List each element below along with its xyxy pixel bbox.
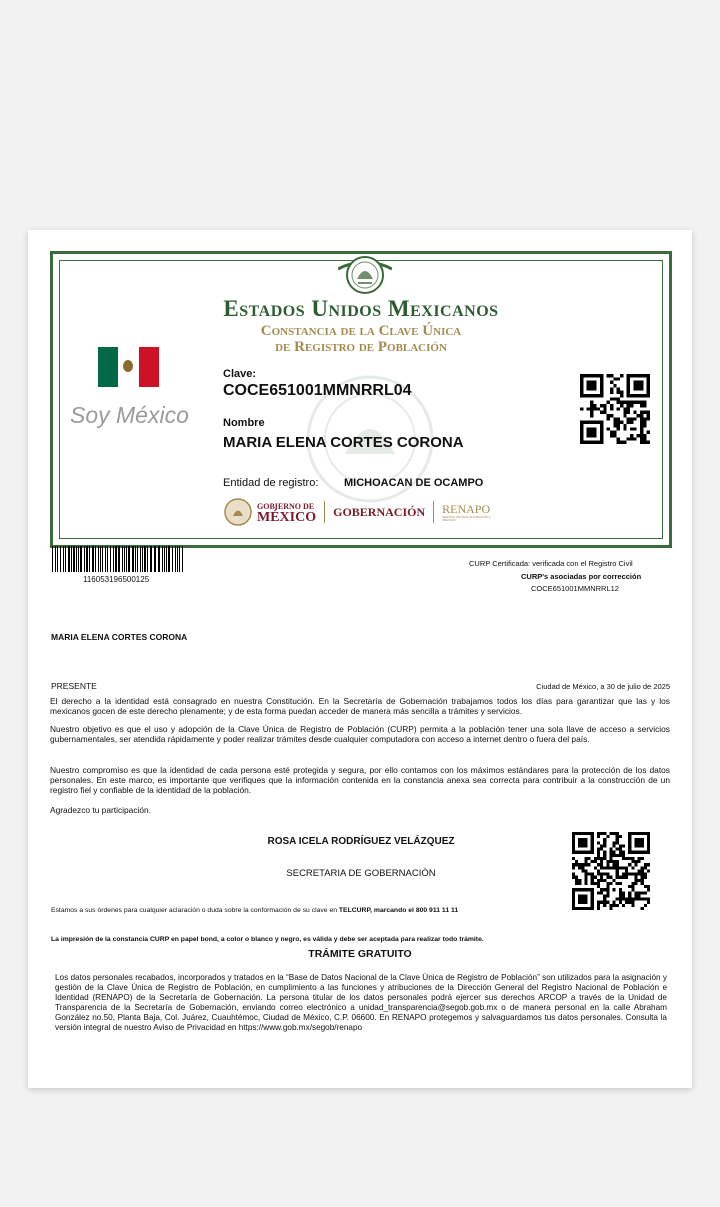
contact-prefix: Estamos a sus órdenes para cualquier aclaración o duda sobre la conformación de su clave en — [51, 907, 339, 914]
nombre-value: MARIA ELENA CORTES CORONA — [223, 434, 464, 451]
signer-title: SECRETARIA DE GOBERNACIÓN — [286, 868, 436, 879]
renapo-logo — [442, 503, 502, 522]
presente-text: PRESENTE — [51, 681, 97, 691]
government-logos — [223, 497, 502, 527]
country-title: Estados Unidos Mexicanos — [223, 296, 499, 321]
gobierno-de-text: GOBIERNO DE — [257, 502, 315, 511]
national-emblem-icon — [338, 251, 392, 297]
mexico-text: MÉXICO — [257, 510, 317, 525]
letter-paragraph-3: Nuestro compromiso es que la identidad de cada persona esté protegida y segura, por ello contamos con los máximos estándares para la protección de los datos personales. En este marco, es importante que verifiques que la información contenida en la constancia anexa sea correcta para contribuir a la construcción de un registro fiel y confiable de la identidad de la población. — [50, 765, 670, 795]
clave-value: COCE651001MMNRRL04 — [223, 382, 412, 399]
curps-asociadas-label: CURP's asociadas por corrección — [521, 572, 642, 581]
mexico-flag-icon — [98, 347, 159, 387]
logo-divider — [324, 501, 325, 523]
slogan: Soy México — [70, 402, 189, 428]
validity-note: La impresión de la constancia CURP en papel bond, a color o blanco y negro, es válida y debe ser aceptada para realizar todo trámite. — [51, 936, 484, 943]
signature-qr-code-icon — [572, 832, 650, 910]
signer-name: ROSA ICELA RODRÍGUEZ VELÁZQUEZ — [267, 836, 455, 847]
privacy-notice: Los datos personales recabados, incorporados y tratados en la “Base de Datos Nacional de la Clave Única de Registro de Población” son utilizados para la asignación y gestión de la Clave Única de Registro de Población, en cumplimiento a las funciones y atribuciones de la Dirección General del Registro Nacional de Población e Identidad (RENAPO) de la Secretaría de Gobernación. La persona titular de los datos personales podrá ejercer sus derechos ARCOP a través de la Unidad de Transparencia de la Secretaría de Gobernación, enviando correo electrónico a unidad_transparencia@segob.gob.mx o de manera personal en la calle Abraham González no.50, Planta Baja, Col. Juárez, Cuauhtémoc, Ciudad de México, C.P. 06600. En RENAPO protegemos y salvaguardamos tus datos personales. Consulta la versión integral de nuestro Aviso de Privacidad en https://www.gob.mx/segob/renapo — [55, 973, 667, 1032]
tramite-gratuito: TRÁMITE GRATUITO — [308, 948, 412, 960]
curp-certificate — [50, 251, 672, 548]
document-page — [28, 230, 692, 1088]
clave-label: Clave: — [223, 368, 257, 380]
curp-certificada-text: CURP Certificada: verificada con el Registro Civil — [469, 559, 633, 568]
renapo-text: RENAPO — [442, 501, 491, 516]
contact-text — [51, 907, 458, 914]
nombre-label: Nombre — [223, 417, 265, 429]
telcurp-number: TELCURP, marcando el 800 911 11 11 — [338, 907, 459, 914]
barcode-icon — [52, 546, 184, 572]
curp-asociada-value: COCE651001MMNRRL12 — [531, 584, 619, 593]
renapo-subtext: REGISTRO NACIONAL DE POBLACIÓN E IDENTIDAD — [442, 515, 491, 522]
gobernacion-logo: GOBERNACIÓN — [333, 504, 426, 519]
gobierno-emblem-icon — [223, 497, 253, 527]
letter-recipient: MARIA ELENA CORTES CORONA — [51, 632, 188, 642]
barcode-number: 116053196500125 — [83, 575, 150, 584]
certificate-subtitle-line2: de Registro de Población — [275, 339, 447, 355]
letter-thanks: Agradezco tu participación. — [50, 805, 152, 815]
entidad-label: Entidad de registro: — [223, 477, 319, 489]
letter-paragraph-2: Nuestro objetivo es que el uso y adopción de la Clave Única de Registro de Población (CURP) permita a la población tener una sola llave de acceso a servicios gubernamentales, ser atendida rápidamente y poder realizar trámites desde cualquier computadora con acceso a internet dentro o fuera del país. — [50, 724, 670, 744]
letter-date: Ciudad de México, a 30 de julio de 2025 — [536, 682, 670, 691]
logo-divider — [433, 501, 434, 523]
certificate-qr-code-icon — [580, 374, 650, 444]
certificate-subtitle-line1: Constancia de la Clave Única — [260, 323, 462, 339]
entidad-value: MICHOACAN DE OCAMPO — [344, 477, 484, 489]
letter-paragraph-1: El derecho a la identidad está consagrado en nuestra Constitución. En la Secretaría de Gobernación trabajamos todos los días para garantizar que las y los mexicanos gocen de este derecho plenamente; y de esta forma puedan acceder de manera más sencilla a trámites y servicios. — [50, 696, 670, 716]
gobierno-mexico-logo — [257, 501, 316, 523]
